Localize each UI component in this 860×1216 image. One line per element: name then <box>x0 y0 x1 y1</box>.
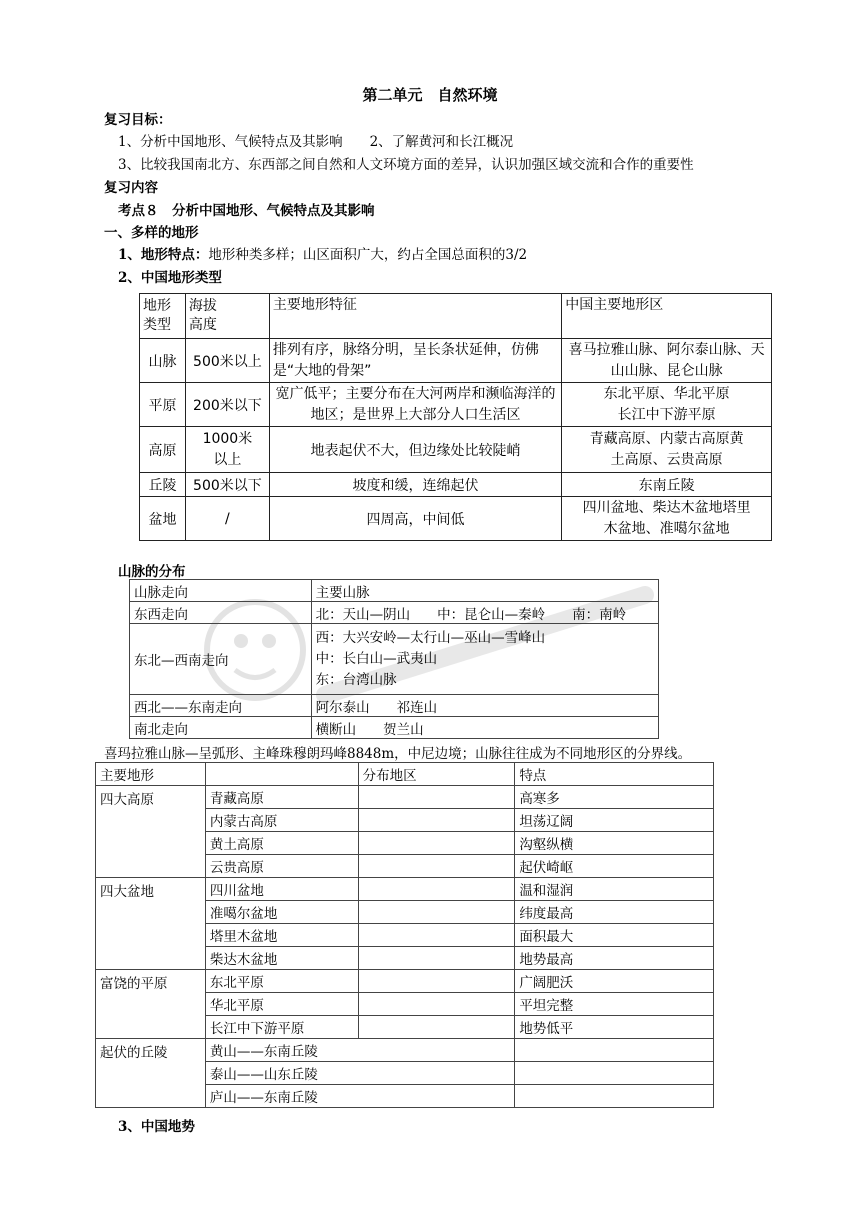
trait-cell: 起伏崎岖 <box>515 855 714 878</box>
region-cell <box>358 855 515 878</box>
landform-cell: 四川盆地 <box>205 878 358 901</box>
landform-cell: 青藏高原 <box>205 786 358 809</box>
region-cell <box>358 878 515 901</box>
landform-cell: 庐山——东南丘陵 <box>205 1085 514 1108</box>
kaodian-heading: 考点８ 分析中国地形、气候特点及其影响 <box>118 203 375 219</box>
altitude-cell: 200米以下 <box>185 383 269 427</box>
trait-cell: 沟壑纵横 <box>515 832 714 855</box>
mountains-cell: 横断山 贺兰山 <box>311 717 658 739</box>
trait-cell: 坦荡辽阔 <box>515 809 714 832</box>
header-cell <box>205 763 358 786</box>
mountain-line: 东：台湾山脉 <box>315 671 397 688</box>
direction-cell: 东北—西南走向 <box>130 624 312 695</box>
regions-cell: 东南丘陵 <box>562 473 772 497</box>
terrain-feature <box>118 243 527 263</box>
mountains-cell: 阿尔泰山 祁连山 <box>311 695 658 717</box>
trait-cell: 高寒多 <box>515 786 714 809</box>
direction-cell: 西北——东南走向 <box>130 695 312 717</box>
altitude-cell: 500米以上 <box>185 339 269 383</box>
table-row <box>140 427 772 473</box>
main-landforms-table <box>95 762 714 1108</box>
landform-cell: 华北平原 <box>205 993 358 1016</box>
landform-cell: 云贵高原 <box>205 855 358 878</box>
terrain-feature-label: 1、地形特点： <box>118 247 209 263</box>
himalaya-note: 喜玛拉雅山脉—呈弧形、主峰珠穆朗玛峰8848m，中尼边境；山脉往往成为不同地形区的分界线。 <box>104 746 692 762</box>
group-cell: 富饶的平原 <box>96 970 206 1039</box>
regions-cell: 四川盆地、柴达木盆地塔里木盆地、准噶尔盆地 <box>562 497 772 541</box>
region-cell <box>358 809 515 832</box>
mountain-line: 西：大兴安岭—太行山—巫山—雪峰山 <box>315 629 546 646</box>
direction-cell: 南北走向 <box>130 717 312 739</box>
table-header-row <box>130 580 659 602</box>
table-row <box>140 339 772 383</box>
terrain-feature-text: 地形种类多样；山区面积广大，约占全国总面积的3/2 <box>208 247 528 263</box>
table-row <box>130 602 659 624</box>
header-cell: 海拔高度 <box>185 294 269 339</box>
trait-cell: 平坦完整 <box>515 993 714 1016</box>
table-row <box>140 497 772 541</box>
region-cell <box>358 970 515 993</box>
direction-cell: 东西走向 <box>130 602 312 624</box>
header-cell: 特点 <box>515 763 714 786</box>
goals-heading: 复习目标： <box>104 112 172 128</box>
type-cell: 山脉 <box>140 339 186 383</box>
page-title: 第二单元 自然环境 <box>362 86 498 104</box>
group-cell: 起伏的丘陵 <box>96 1039 206 1108</box>
landform-cell: 长江中下游平原 <box>205 1016 358 1039</box>
table-header-row <box>140 294 772 339</box>
altitude-cell: / <box>185 497 269 541</box>
feature-cell: 四周高，中间低 <box>269 497 561 541</box>
type-cell: 高原 <box>140 427 186 473</box>
landform-cell: 泰山——山东丘陵 <box>205 1062 514 1085</box>
type-cell: 平原 <box>140 383 186 427</box>
header-cell: 主要山脉 <box>311 580 658 602</box>
header-cell: 地形类型 <box>140 294 186 339</box>
altitude-cell: 500米以下 <box>185 473 269 497</box>
region-cell <box>358 947 515 970</box>
group-cell: 四大盆地 <box>96 878 206 970</box>
trait-cell: 地势最高 <box>515 947 714 970</box>
landform-cell: 内蒙古高原 <box>205 809 358 832</box>
trait-cell: 纬度最高 <box>515 901 714 924</box>
landform-cell: 塔里木盆地 <box>205 924 358 947</box>
regions-cell: 东北平原、华北平原长江中下游平原 <box>562 383 772 427</box>
region-cell <box>358 786 515 809</box>
trait-cell: 地势低平 <box>515 1016 714 1039</box>
section-heading-terrain: 3、中国地势 <box>118 1119 195 1135</box>
type-cell: 丘陵 <box>140 473 186 497</box>
table-header-row <box>96 763 714 786</box>
mountains-cell <box>311 624 658 695</box>
header-cell: 分布地区 <box>358 763 515 786</box>
group-cell: 四大高原 <box>96 786 206 878</box>
table-row <box>140 383 772 427</box>
table-row <box>140 473 772 497</box>
goal-line-2: 3、比较我国南北方、东西部之间自然和人文环境方面的差异，认识加强区域交流和合作的重要性 <box>118 157 694 173</box>
trait-cell <box>515 1085 714 1108</box>
mountains-cell: 北：天山—阴山 中：昆仑山—秦岭 南：南岭 <box>311 602 658 624</box>
trait-cell <box>515 1062 714 1085</box>
region-cell <box>358 832 515 855</box>
mountain-distribution-table <box>129 579 659 739</box>
landform-cell: 黄土高原 <box>205 832 358 855</box>
region-cell <box>358 1016 515 1039</box>
type-cell: 盆地 <box>140 497 186 541</box>
region-cell <box>358 924 515 947</box>
header-cell: 主要地形特征 <box>269 294 561 339</box>
mountain-heading: 山脉的分布 <box>118 564 186 580</box>
regions-cell: 青藏高原、内蒙古高原黄土高原、云贵高原 <box>562 427 772 473</box>
feature-cell: 地表起伏不大，但边缘处比较陡峭 <box>269 427 561 473</box>
regions-cell: 喜马拉雅山脉、阿尔泰山脉、天山山脉、昆仑山脉 <box>562 339 772 383</box>
table-row <box>96 878 714 901</box>
feature-cell: 排列有序，脉络分明，呈长条状延伸，仿佛是“大地的骨架” <box>269 339 561 383</box>
goal-line-1: 1、分析中国地形、气候特点及其影响 2、了解黄河和长江概况 <box>118 134 514 150</box>
trait-cell: 广阔肥沃 <box>515 970 714 993</box>
region-cell <box>358 901 515 924</box>
table-row <box>130 695 659 717</box>
types-heading: 2、中国地形类型 <box>118 270 222 286</box>
region-cell <box>358 993 515 1016</box>
altitude-cell: 1000米以上 <box>185 427 269 473</box>
table-row <box>96 786 714 809</box>
trait-cell: 面积最大 <box>515 924 714 947</box>
landform-cell: 黄山——东南丘陵 <box>205 1039 514 1062</box>
table-row <box>96 1039 714 1062</box>
landform-cell: 柴达木盆地 <box>205 947 358 970</box>
landform-type-table <box>139 293 772 541</box>
feature-cell: 宽广低平；主要分布在大河两岸和濒临海洋的地区；是世界上大部分人口生活区 <box>269 383 561 427</box>
header-cell: 主要地形 <box>96 763 206 786</box>
landform-cell: 东北平原 <box>205 970 358 993</box>
table-row <box>96 970 714 993</box>
table-row <box>130 717 659 739</box>
header-cell: 山脉走向 <box>130 580 312 602</box>
feature-cell: 坡度和缓，连绵起伏 <box>269 473 561 497</box>
landform-cell: 准噶尔盆地 <box>205 901 358 924</box>
trait-cell <box>515 1039 714 1062</box>
header-cell: 中国主要地形区 <box>562 294 772 339</box>
mountain-line: 中：长白山—武夷山 <box>315 650 438 667</box>
content-heading: 复习内容 <box>104 180 158 196</box>
table-row <box>130 624 659 695</box>
section-heading-landforms: 一、多样的地形 <box>104 225 199 241</box>
trait-cell: 温和湿润 <box>515 878 714 901</box>
